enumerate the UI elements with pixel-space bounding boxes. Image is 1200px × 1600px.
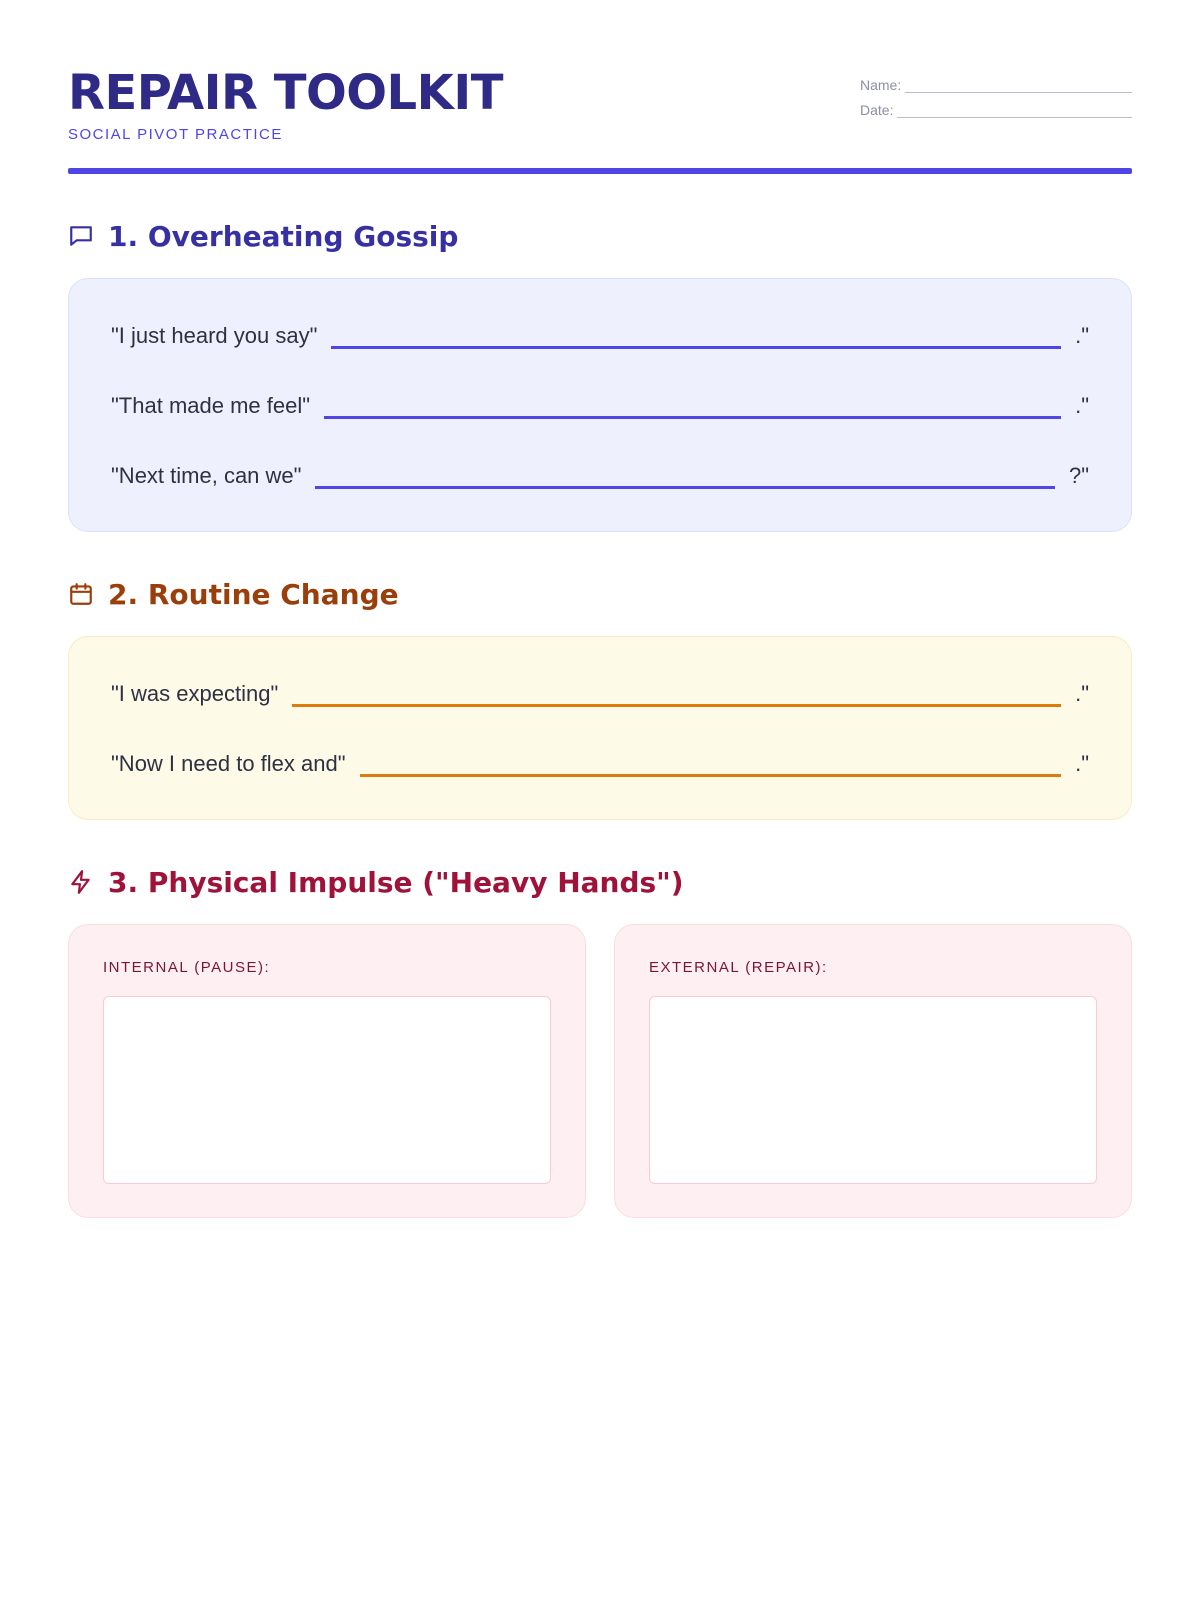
name-field[interactable]	[905, 78, 1132, 93]
answer-blank[interactable]	[292, 698, 1061, 707]
date-label: Date:	[860, 102, 894, 118]
internal-answer-box[interactable]	[103, 996, 551, 1184]
section-routine-card	[68, 636, 1132, 820]
external-label: EXTERNAL (REPAIR):	[649, 959, 828, 976]
chat-bubble-icon	[68, 223, 94, 249]
impulse-columns	[68, 924, 1132, 1218]
name-date-block	[860, 68, 1132, 118]
name-row	[860, 68, 1132, 93]
answer-blank[interactable]	[315, 480, 1054, 489]
prompt-end: ."	[1075, 393, 1089, 418]
prompt-end: ."	[1075, 681, 1089, 706]
lightning-icon	[68, 869, 94, 895]
prompt-label: "Next time, can we"	[111, 463, 302, 488]
prompt-label: "That made me feel"	[111, 393, 311, 418]
prompt-label: "I was expecting"	[111, 681, 279, 706]
header	[68, 64, 1132, 168]
external-card	[614, 924, 1132, 1218]
prompt-row	[111, 391, 1089, 419]
section-gossip-card	[68, 278, 1132, 532]
section-impulse-heading	[68, 864, 1132, 900]
prompt-row	[111, 749, 1089, 777]
name-label: Name:	[860, 77, 902, 93]
internal-card	[68, 924, 586, 1218]
prompt-label: "Now I need to flex and"	[111, 751, 346, 776]
page-subtitle: SOCIAL PIVOT PRACTICE	[68, 126, 283, 143]
date-row	[860, 93, 1132, 118]
prompt-row	[111, 321, 1089, 349]
header-divider	[68, 168, 1132, 174]
prompt-row	[111, 679, 1089, 707]
section-routine-heading	[68, 576, 1132, 612]
answer-blank[interactable]	[324, 410, 1061, 419]
prompt-end: ?"	[1068, 463, 1089, 488]
section-gossip-title: 1. Overheating Gossip	[108, 219, 459, 253]
prompt-label: "I just heard you say"	[111, 323, 318, 348]
calendar-icon	[68, 581, 94, 607]
date-field[interactable]	[897, 103, 1132, 118]
external-answer-box[interactable]	[649, 996, 1097, 1184]
internal-label: INTERNAL (PAUSE):	[103, 959, 271, 976]
prompt-end: ."	[1075, 751, 1089, 776]
answer-blank[interactable]	[360, 768, 1062, 777]
answer-blank[interactable]	[331, 340, 1061, 349]
section-impulse-title: 3. Physical Impulse ("Heavy Hands")	[108, 865, 684, 899]
section-gossip-heading	[68, 218, 1132, 254]
section-routine-title: 2. Routine Change	[108, 577, 399, 611]
prompt-row	[111, 461, 1089, 489]
prompt-end: ."	[1075, 323, 1089, 348]
page-title: REPAIR TOOLKIT	[68, 65, 503, 121]
